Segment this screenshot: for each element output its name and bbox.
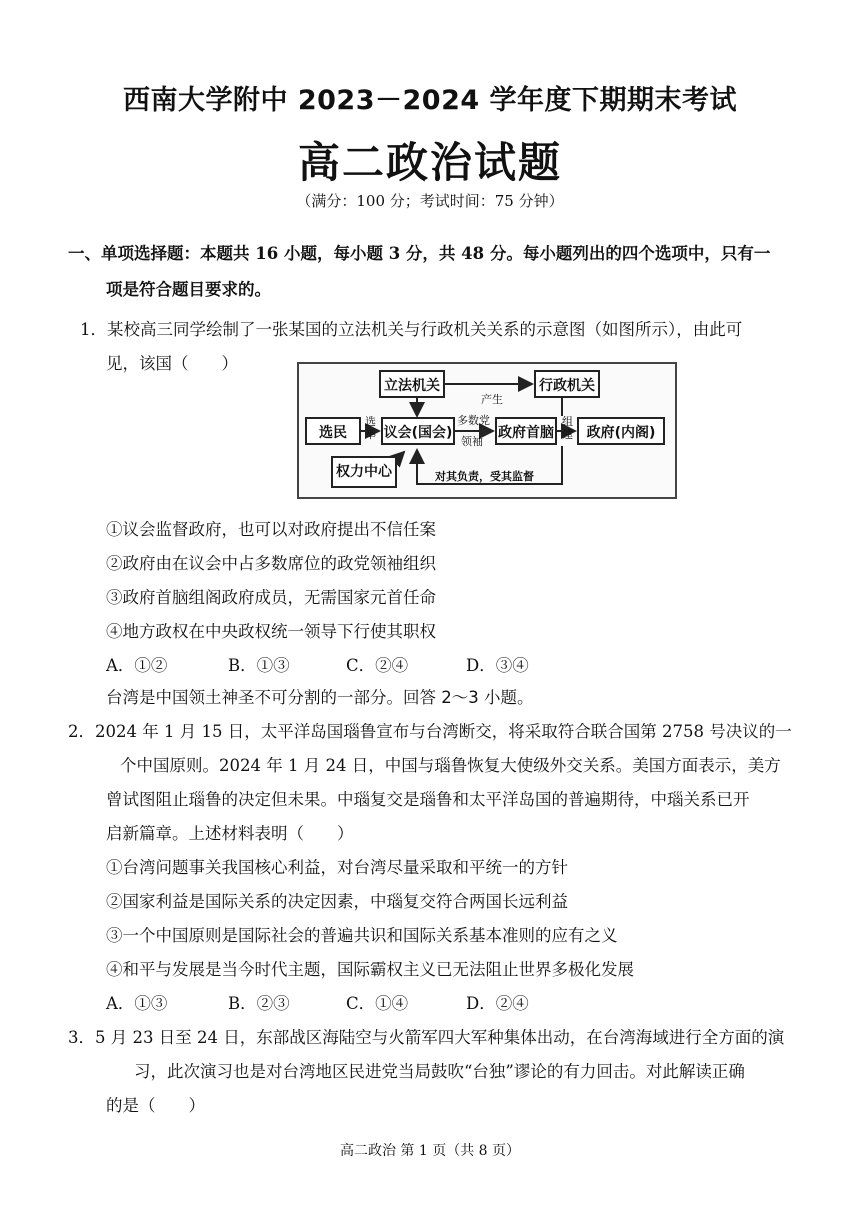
q2-option-a: A．①③ [106, 994, 168, 1013]
q2-stem-line2: 个中国原则。2024 年 1 月 24 日，中国与瑙鲁恢复大使级外交关系。美国方面表示，美方 [120, 756, 781, 775]
q2-option-b: B．②③ [228, 994, 290, 1013]
majority-label-2: 领袖 [461, 435, 483, 448]
q2-statement-4: ④和平与发展是当今时代主题，国际霸权主义已无法阻止世界多极化发展 [106, 960, 634, 979]
q3-stem-line3: 的是（ ） [106, 1096, 205, 1115]
q2-statement-2: ②国家利益是国际关系的决定因素，中瑙复交符合两国长远利益 [106, 892, 568, 911]
q3-stem-line1: 3．5 月 23 日至 24 日，东部战区海陆空与火箭军四大军种集体出动，在台湾海域进行全方面的演 [68, 1028, 785, 1047]
q1-option-d: D．③④ [466, 656, 529, 675]
q1-statement-2: ②政府由在议会中占多数席位的政党领袖组织 [106, 554, 436, 573]
exam-info: （满分：100 分；考试时间：75 分钟） [296, 192, 564, 210]
form-label-1: 组 [562, 415, 573, 428]
executive-box: 行政机关 [534, 370, 600, 398]
q1-option-c: C．②④ [346, 656, 409, 675]
q1-stem-line1: 1．某校高三同学绘制了一张某国的立法机关与行政机关关系的示意图（如图所示），由此可 [80, 320, 743, 339]
legislative-box: 立法机关 [379, 370, 445, 398]
elect-label-2: 举 [365, 428, 376, 441]
q1-stem-line2: 见，该国（ ） [106, 354, 238, 373]
q2-statement-1: ①台湾问题事关我国核心利益，对台湾尽量采取和平统一的方针 [106, 858, 568, 877]
subject-title: 高二政治试题 [297, 138, 562, 187]
q2-stem-line4: 启新篇章。上述材料表明（ ） [106, 824, 354, 843]
q1-statement-3: ③政府首脑组阁政府成员，无需国家元首任命 [106, 588, 436, 607]
page-footer: 高二政治 第 1 页（共 8 页） [339, 1143, 521, 1159]
produce-label: 产生 [481, 393, 503, 406]
q1-option-a: A．①② [106, 656, 168, 675]
form-label-2: 建 [562, 428, 573, 441]
section-heading-line1: 一、单项选择题：本题共 16 小题，每小题 3 分，共 48 分。每小题列出的四个选项中，只有一 [68, 244, 771, 263]
parliament-box: 议会(国会) [381, 417, 455, 445]
responsible-label: 对其负责，受其监督 [435, 470, 534, 483]
power-center-box: 权力中心 [331, 456, 397, 488]
q2-option-c: C．①④ [346, 994, 409, 1013]
q2-statement-3: ③一个中国原则是国际社会的普遍共识和国际关系基本准则的应有之义 [106, 926, 618, 945]
q1-statement-4: ④地方政权在中央政权统一领导下行使其职权 [106, 622, 436, 641]
q1-statement-1: ①议会监督政府，也可以对政府提出不信任案 [106, 520, 436, 539]
section-heading-line2: 项是符合题目要求的。 [106, 280, 271, 299]
government-head-box: 政府首脑 [495, 417, 557, 445]
cabinet-box: 政府(内阁) [577, 417, 665, 445]
school-exam-title: 西南大学附中 2023－2024 学年度下期期末考试 [122, 85, 738, 116]
q2-stem-line1: 2．2024 年 1 月 15 日，太平洋岛国瑙鲁宣布与台湾断交，将采取符合联合国第 2758 号决议的一 [68, 722, 792, 741]
q2-option-d: D．②④ [466, 994, 529, 1013]
intro-note: 台湾是中国领土神圣不可分割的一部分。回答 2～3 小题。 [106, 688, 534, 707]
q1-option-b: B．①③ [228, 656, 290, 675]
q3-stem-line2: 习，此次演习也是对台湾地区民进党当局鼓吹“台独”谬论的有力回击。对此解读正确 [134, 1062, 745, 1081]
q2-stem-line3: 曾试图阻止瑙鲁的决定但未果。中瑙复交是瑙鲁和太平洋岛国的普遍期待，中瑙关系已开 [106, 790, 750, 809]
voters-box: 选民 [305, 417, 361, 445]
elect-label-1: 选 [365, 415, 376, 428]
legislative-executive-diagram [297, 362, 677, 499]
majority-label-1: 多数党 [457, 414, 490, 427]
